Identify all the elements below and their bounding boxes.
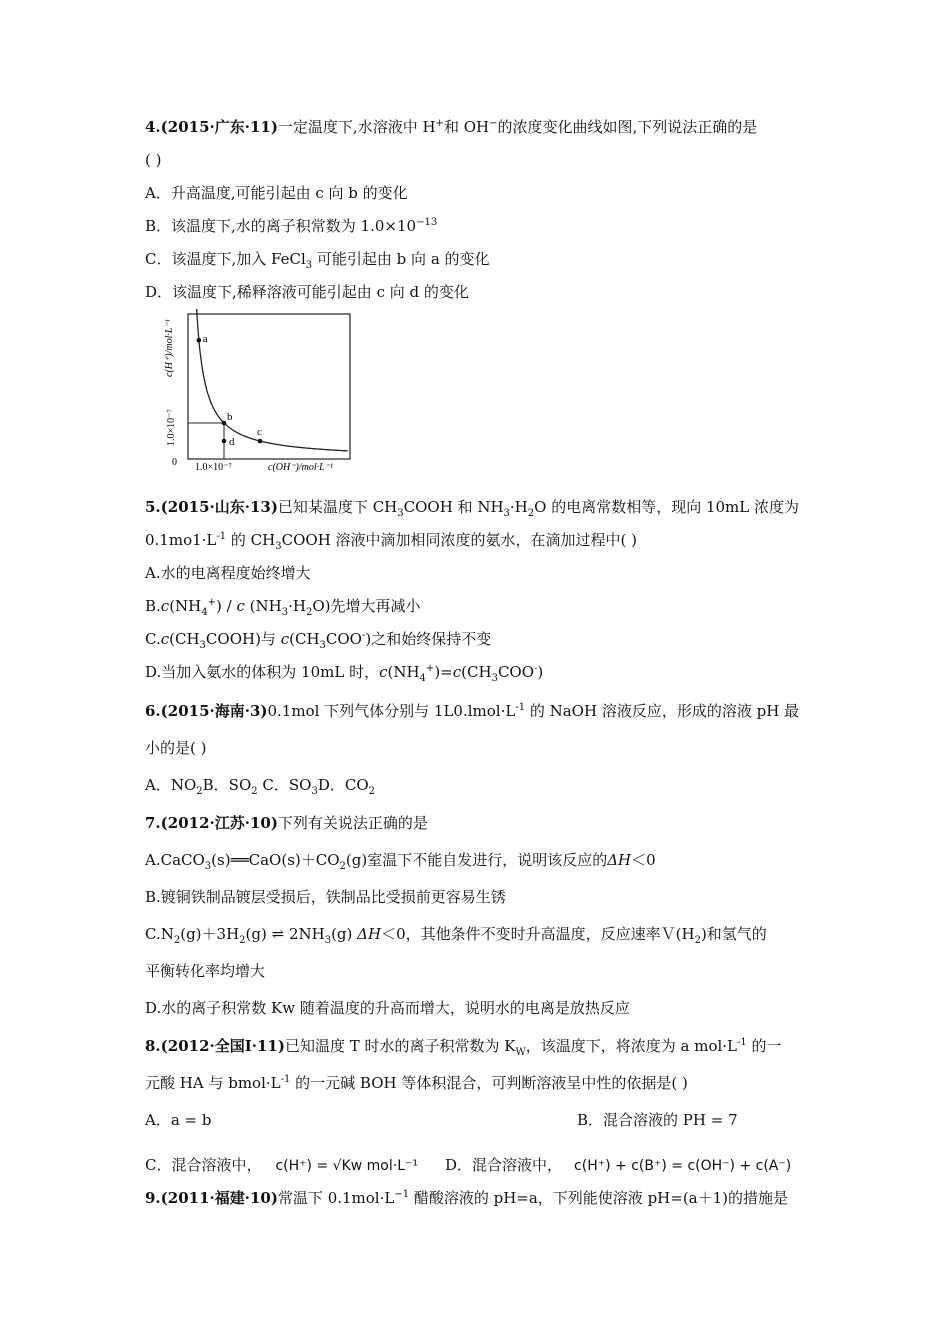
q5-sub: 3 [275, 541, 282, 552]
q8-options-ab [145, 1110, 738, 1130]
q6-stem-line2: 小的是( ) [145, 739, 207, 757]
q6-stem-line1 [145, 701, 799, 721]
q4-number: 4.(2015·广东·11) [145, 118, 278, 136]
q9-stem [145, 1188, 788, 1208]
q7-a1: A.CaCO [145, 851, 205, 869]
q6-options [145, 775, 375, 795]
q7-sub: 3 [204, 861, 212, 872]
q5-s2b: 的 CH [226, 531, 276, 549]
q5-c-italic: c [280, 630, 290, 648]
q5-b2: ) / [216, 597, 237, 615]
q4-paren: ( ) [145, 151, 162, 169]
graph-point-label-c: c [257, 426, 262, 438]
q8-s1c: 的一 [746, 1037, 782, 1055]
q5-sub: 3 [503, 508, 510, 519]
q5-b4: ·H [288, 597, 306, 615]
q5-sup: + [207, 597, 217, 608]
q5-d5: COO [497, 663, 535, 681]
q5-stem-line2 [145, 530, 637, 550]
q5-b3: (NH [244, 597, 282, 615]
q5-number: 5.(2015·山东·13) [145, 498, 278, 516]
q7-stem [145, 813, 428, 833]
q7-option-b: B.镀铜铁制品镀层受损后，铁制品比受损前更容易生锈 [145, 888, 506, 906]
q8-stem-line1 [145, 1036, 782, 1056]
q7-a4: ＜0 [631, 851, 656, 869]
q8-option-b: B．混合溶液的 PH = 7 [577, 1111, 738, 1129]
q7-stem-text: 下列有关说法正确的是 [277, 814, 428, 832]
q9-sup: −1 [394, 1189, 410, 1200]
q8-option-c: C．混合溶液中， [145, 1156, 262, 1174]
q4-c-sub: 3 [305, 260, 313, 271]
graph-xlabel: c(OH⁻)/mol·L⁻¹ [268, 462, 333, 473]
q5-sub: 3 [397, 508, 404, 519]
q8-s2b: 的一元碱 BOH 等体积混合，可判断溶液呈中性的依据是( ) [290, 1074, 688, 1092]
q7-c1: C.N [145, 925, 174, 943]
q5-s1c: ·H [509, 498, 528, 516]
q5-d3: )= [434, 663, 453, 681]
q9-sb: 醋酸溶液的 pH=a，下列能使溶液 pH=(a＋1)的措施是 [409, 1189, 789, 1207]
q5-sup: -1 [216, 531, 227, 542]
q5-option-c: $C.c(CH_3COOH)$与 $c(CH_3COO^-)$之和始终保持不变 [145, 630, 492, 651]
q7-c2: (g)＋3H [180, 925, 240, 943]
q5-option-b: $B.c(NH_4^+)$ / c $(NH_3\cdot H_2O)$先增大再减小 [145, 597, 421, 618]
q9-number: 9.(2011·福建·10) [145, 1189, 278, 1207]
q6-sub: 3 [311, 786, 318, 797]
q5-d4: (CH [461, 663, 492, 681]
q7-dh: ΔH [607, 851, 632, 869]
graph-point-label-b: b [227, 411, 233, 423]
q5-stem-line1 [145, 497, 799, 517]
q7-sub: 2 [339, 861, 346, 872]
q7-c4: (g) [331, 925, 358, 943]
q6-o3: C．SO [257, 776, 312, 794]
q7-option-d: D.水的离子积常数 Kw 随着温度的升高而增大，说明水的电离是放热反应 [145, 999, 630, 1017]
q5-sup: - [361, 630, 366, 641]
q4-c-text: C．该温度下,加入 FeCl [145, 250, 306, 268]
graph-point-b [222, 421, 227, 426]
q4-stem-b: 和 OH [443, 118, 490, 136]
graph-point-a [197, 338, 202, 343]
graph-ytick: 1.0×10⁻⁷ [166, 409, 177, 446]
q7-c5: ＜0，其他条件不变时升高温度，反应速率Ｖ(H [381, 925, 695, 943]
graph-point-c [258, 439, 263, 444]
q5-c-italic: c [236, 597, 245, 615]
q7-sub: 2 [173, 935, 181, 946]
q5-c-italic: c [379, 663, 388, 681]
q5-b1: (NH [169, 597, 202, 615]
q5-c-italic: c [452, 663, 462, 681]
q5-sub: 3 [491, 673, 498, 684]
graph-point-d [222, 439, 227, 444]
q4-b-exp: −13 [416, 217, 438, 228]
q8-s1b: ，该温度下，将浓度为 a mol·L [525, 1037, 738, 1055]
q5-d1: D.当加入氨水的体积为 10mL 时， [145, 663, 380, 681]
q5-sub: 3 [319, 640, 326, 651]
q8-stem-line2 [145, 1073, 688, 1093]
q8-d-formula: c(H⁺) + c(B⁺) = c(OH⁻) + c(A⁻) [574, 1158, 792, 1174]
q5-s2c: COOH 溶液中滴加相同浓度的氨水，在滴加过程中( ) [281, 531, 638, 549]
q7-sub: 2 [694, 935, 701, 946]
q5-c-italic: c [160, 597, 170, 615]
q5-c2: COOH)与 [205, 630, 281, 648]
q7-sub: 2 [239, 935, 246, 946]
q5-c5: )之和始终保持不变 [365, 630, 492, 648]
q6-sa: 0.1mol 下列气体分别与 1L0.lmol·L [267, 702, 516, 720]
q8-option-a: A．a = b [145, 1111, 212, 1129]
graph-point-label-d: d [229, 436, 235, 448]
q7-dh: ΔH [357, 925, 382, 943]
q7-sub: 3 [324, 935, 332, 946]
q5-d2: (NH [387, 663, 420, 681]
q8-s1a: 已知温度 T 时水的离子积常数为 K [284, 1037, 516, 1055]
q4-sup-minus: − [489, 118, 498, 129]
q5-sub: 2 [527, 508, 535, 519]
q6-sb: 的 NaOH 溶液反应，形成的溶液 pH 最 [525, 702, 800, 720]
q8-number: 8.(2012·全国Ⅰ·11) [145, 1037, 285, 1055]
q5-s1a: 已知某温度下 CH [277, 498, 398, 516]
q8-sup: -1 [280, 1074, 291, 1085]
q5-s1d: O 的电离常数相等，现向 10mL 浓度为 [534, 498, 800, 516]
q4-option-c [145, 249, 490, 269]
ion-product-graph [160, 308, 355, 478]
q6-sup: -1 [515, 702, 526, 713]
q4-sup-plus: + [435, 118, 444, 129]
q6-o2: B．SO [202, 776, 252, 794]
q6-sub: 2 [368, 786, 376, 797]
q6-sub: 2 [251, 786, 258, 797]
q7-number: 7.(2012·江苏·10) [145, 814, 278, 832]
q8-option-d: D．混合溶液中， [445, 1156, 563, 1174]
q5-sup: - [534, 663, 538, 674]
q4-stem-c: 的浓度变化曲线如图,下列说法正确的是 [497, 118, 758, 136]
q5-c1: (CH [169, 630, 200, 648]
q4-option-d: D．该温度下,稀释溶液可能引起由 c 向 d 的变化 [145, 283, 469, 301]
q6-sub: 2 [196, 786, 203, 797]
q5-sub: 2 [305, 607, 313, 618]
q5-b5: O)先增大再减小 [312, 597, 421, 615]
q7-c6: )和氢气的 [700, 925, 767, 943]
q5-c3: (CH [289, 630, 320, 648]
q4-stem-a: 一定温度下,水溶液中 H [277, 118, 436, 136]
q7-option-a [145, 850, 656, 870]
q4-stem [145, 117, 757, 137]
q9-sa: 常温下 0.1mol·L [277, 1189, 395, 1207]
q8-c-formula: c(H⁺) = √Kw mol·L⁻¹ [275, 1158, 418, 1174]
q5-option-a: A.水的电离程度始终增大 [145, 564, 311, 582]
q8-sup: -1 [737, 1037, 747, 1048]
q4-c-post: 可能引起由 b 向 a 的变化 [312, 250, 490, 268]
q6-number: 6.(2015·海南·3) [145, 702, 268, 720]
q5-sup: + [425, 663, 435, 674]
q4-option-b [145, 216, 437, 236]
graph-point-label-a: a [202, 333, 208, 346]
q6-o4: D．CO [317, 776, 369, 794]
q7-a2: (s)══CaO(s)＋CO [211, 851, 340, 869]
q8-option-d-wrap [445, 1155, 791, 1176]
q5-s1b: COOH 和 NH [403, 498, 504, 516]
q5-sub: 3 [281, 607, 289, 618]
graph-curve [197, 309, 348, 451]
q8-sub-w: W [515, 1047, 526, 1058]
graph-xtick: 1.0×10⁻⁷ [195, 462, 232, 473]
graph-frame [188, 314, 350, 459]
q8-options-cd [145, 1155, 792, 1176]
q5-d6: ) [537, 663, 544, 681]
q5-c4: COO [325, 630, 362, 648]
q5-sub: 3 [199, 640, 206, 651]
q7-c3: (g) ⇌ 2NH [245, 925, 325, 943]
q5-s2a: 0.1mo1·L [145, 531, 217, 549]
graph-origin: 0 [172, 457, 177, 468]
q7-option-c [145, 924, 767, 944]
q5-c-italic: c [160, 630, 170, 648]
q6-o1: A．NO [145, 776, 197, 794]
graph-ylabel: c(H⁺)/mol·L⁻¹ [164, 319, 175, 377]
q4-b-text: B．该温度下,水的离子积常数为 1.0×10 [145, 217, 417, 235]
q5-option-d: D.当加入氨水的体积为 10mL 时，$c(NH_4^+)=c(CH_3COO^-)$ [145, 663, 544, 684]
q7-option-c-cont: 平衡转化率均增大 [145, 962, 266, 980]
q4-option-a: A．升高温度,可能引起由 c 向 b 的变化 [145, 184, 408, 202]
q7-a3: (g)室温下不能自发进行，说明该反应的 [345, 851, 608, 869]
q8-s2a: 元酸 HA 与 bmol·L [145, 1074, 281, 1092]
